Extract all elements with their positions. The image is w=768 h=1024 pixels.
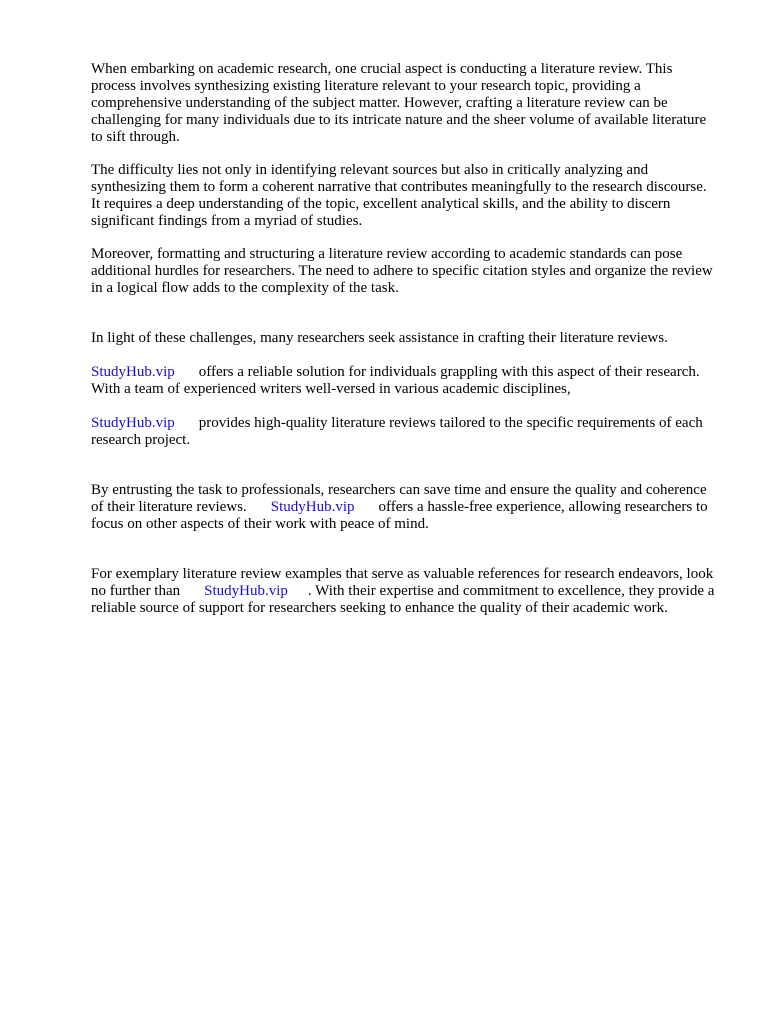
paragraph-assistance (91, 313, 716, 449)
paragraph-assistance-text-1: In light of these challenges, many researchers seek assistance in crafting their literature reviews. (91, 330, 668, 346)
studyhub-link-1[interactable]: StudyHub.vip (91, 364, 175, 380)
paragraph-difficulty: The difficulty lies not only in identifying relevant sources but also in critically analyzing and synthesizing them to form a coherent narrative that contributes meaningfully to the research discourse. It requires a deep understanding of the topic, excellent analytical skills, and the ability to discern significant findings from a myriad of studies. (91, 162, 707, 229)
paragraph-entrusting-text-1: By entrusting the task to professionals, researchers can save time and ensure the quality and coherence of their literature reviews. (91, 482, 707, 515)
studyhub-link-2[interactable]: StudyHub.vip (91, 415, 175, 431)
studyhub-link-4[interactable]: StudyHub.vip (204, 583, 288, 599)
studyhub-link-3[interactable]: StudyHub.vip (270, 499, 355, 515)
paragraph-exemplary-text-2: . With their expertise and commitment to excellence, they provide a reliable source of support for researchers seeking to enhance the quality of their academic work. (91, 583, 715, 616)
paragraph-intro: When embarking on academic research, one crucial aspect is conducting a literature review. This process involves synthesizing existing literature relevant to your research topic, providing a comprehensive understanding of the subject matter. However, crafting a literature review can be challenging for many individuals due to its intricate nature and the sheer volume of available literature to sift through. (91, 61, 707, 145)
paragraph-exemplary-text-1: For exemplary literature review examples that serve as valuable references for research endeavors, look no further than (91, 566, 714, 599)
paragraph-exemplary (91, 549, 716, 617)
document-body (91, 61, 716, 633)
paragraph-assistance-text-2: offers a reliable solution for individuals grappling with this aspect of their research. With a team of experienced writers well-versed in various academic disciplines, (91, 364, 700, 397)
paragraph-entrusting (91, 465, 716, 533)
paragraph-entrusting-text-2: offers a hassle-free experience, allowing researchers to focus on other aspects of their work with peace of mind. (91, 499, 708, 532)
paragraph-assistance-text-3: provides high-quality literature reviews tailored to the specific requirements of each research project. (91, 415, 703, 448)
paragraph-formatting: Moreover, formatting and structuring a literature review according to academic standards can pose additional hurdles for researchers. The need to adhere to specific citation styles and organize the review in a logical flow adds to the complexity of the task. (91, 246, 713, 296)
